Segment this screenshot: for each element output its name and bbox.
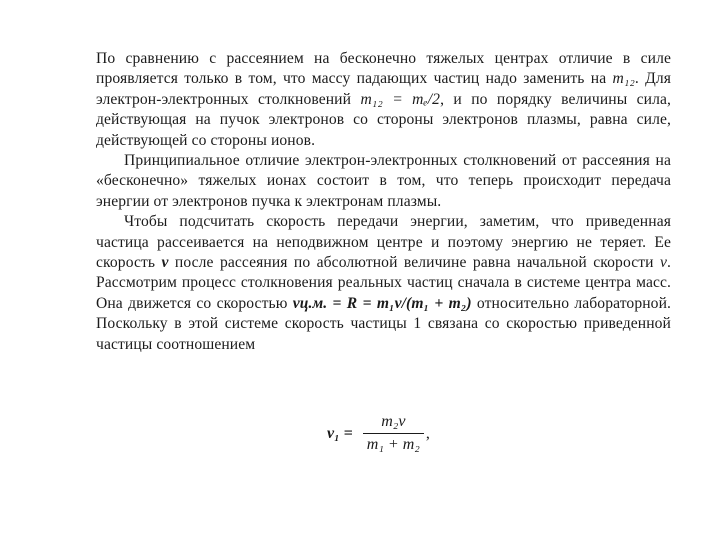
document-page	[96, 49, 671, 355]
paragraph-1-text-c: , и по порядку величины сила, действующая на пучок электронов со стороны электронов плазмы, равна силе, действующей со стороны ионов.	[96, 90, 672, 149]
formula-fraction	[363, 413, 424, 454]
math-m12: m₁₂	[612, 70, 635, 88]
paragraph-2: Принципиальное отличие электрон-электронных столкновений от рассеяния на «бесконечно» тяжелых ионах состоит в том, что теперь происходит передача энергии от электронов пучка к электронам плазмы.	[96, 152, 671, 210]
paragraph-1-text-b: . Для электрон-электронных столкновений	[96, 70, 671, 108]
paragraph-3-text-d: относительно лабораторной. Поскольку в этой системе скорость частицы 1 связана со скоростью приведенной частицы соотношением	[96, 294, 672, 353]
formula-v1	[327, 413, 430, 454]
paragraph-3	[96, 212, 671, 355]
formula-lhs: v₁ =	[327, 424, 353, 442]
paragraph-3-text-a: Чтобы подсчитать скорость передачи энергии, заметим, что приведенная частица рассеивается на неподвижном центре и поэтому энергию не теряет. Ее скорость	[96, 213, 671, 272]
paragraph-1-text-a: По сравнению с рассеянием на бесконечно тяжелых центрах отличие в силе проявляется только в том, что массу падающих частиц надо заменить на	[96, 50, 671, 88]
formula-numerator: m₂v	[381, 413, 406, 430]
formula-denominator: m₁ + m₂	[366, 436, 420, 453]
paragraph-3-text-b: после рассеяния по абсолютной величине равна начальной скорости	[168, 254, 660, 272]
paragraph-3-text-c: . Рассмотрим процесс столкновения реальных частиц сначала в системе центра масс. Она движется со скоростью	[96, 254, 672, 312]
math-center-mass-velocity: vц.м. = R = m₁v/(m₁ + m₂)	[292, 294, 472, 312]
formula-trailing-comma: ,	[425, 424, 430, 442]
math-m12-equation: m₁₂ = mₑ/2	[360, 90, 441, 108]
math-v-bold: v	[161, 254, 169, 272]
math-v: v	[659, 254, 668, 272]
paragraph-1	[96, 49, 671, 151]
